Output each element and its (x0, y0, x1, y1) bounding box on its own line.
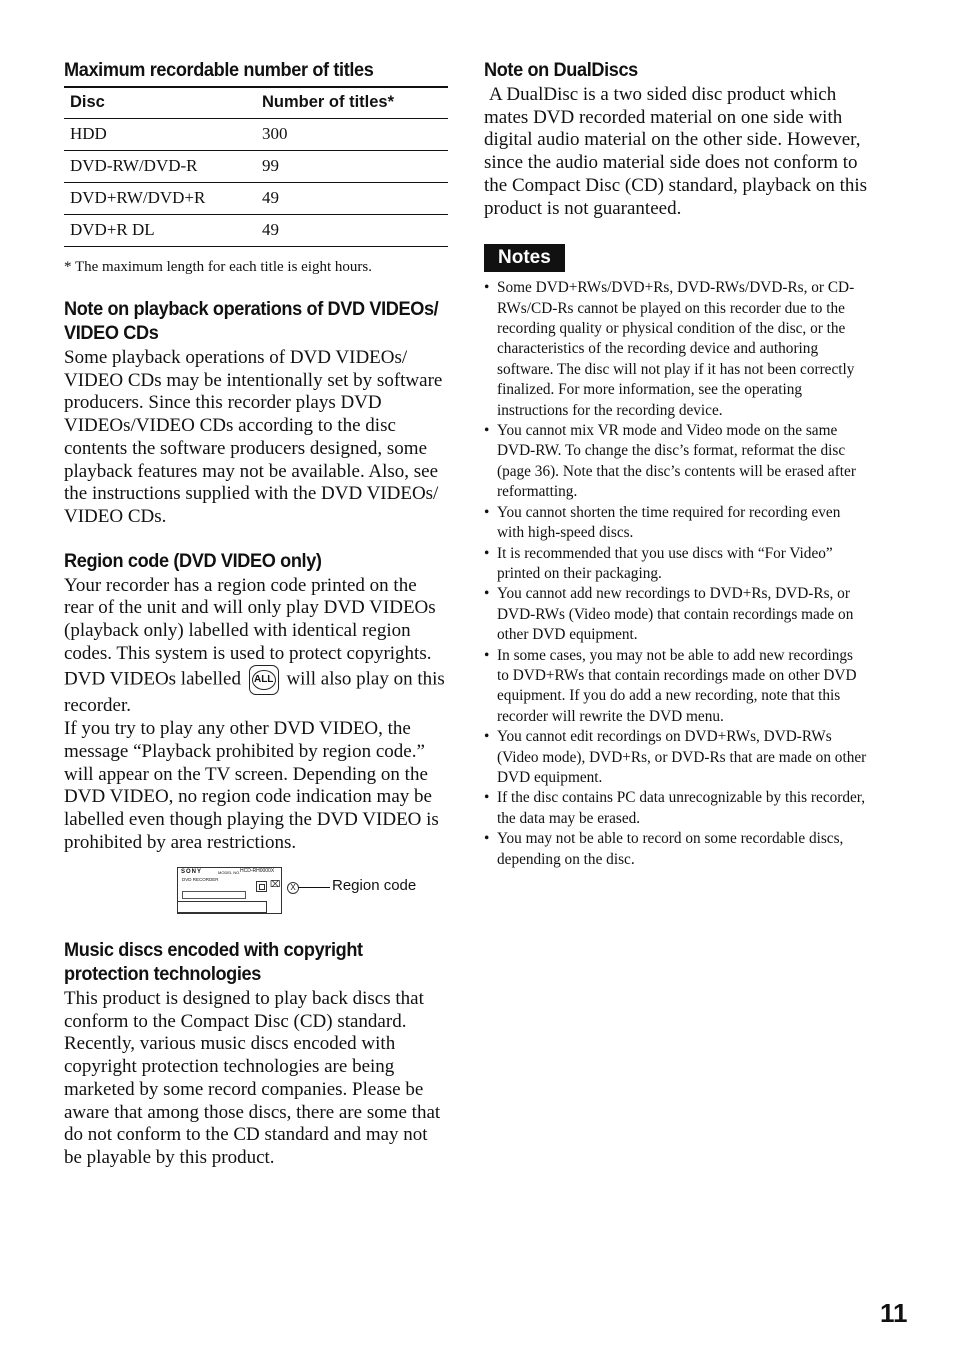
number-cell: 300 (256, 119, 448, 151)
playback-ops-heading: Note on playback operations of DVD VIDEOs/ VIDEO CDs (64, 298, 439, 344)
max-titles-table (64, 86, 448, 247)
music-discs-heading: Music discs encoded with copyright protection technologies (64, 939, 363, 985)
plate-serial-box (177, 901, 267, 913)
table-header-row (64, 87, 448, 119)
list-item: • It is recommended that you use discs with “For Video” printed on their packaging. (484, 544, 868, 585)
max-titles-heading: Maximum recordable number of titles (64, 59, 374, 81)
dualdiscs-text: A DualDisc is a two sided disc product which mates DVD recorded material on one side with digital audio material on the other side. However, since the audio material side does not conform to the Compact Disc (CD) standard, playback on this product is not guaranteed. (484, 84, 868, 219)
music-discs-section (64, 938, 448, 1170)
list-item: • You cannot mix VR mode and Video mode on the same DVD-RW. To change the disc’s format, reformat the disc (page 36). Note that the disc’s contents will be erased after reformatting. (484, 421, 868, 503)
notes-badge: Notes (484, 244, 565, 272)
table-row (64, 119, 448, 151)
region-code-callout: Region code (332, 877, 417, 894)
region-text-a: Your recorder has a region code printed on the rear of the unit and will only play DVD VIDEOs (playback only) labelled with identical region codes. This system is used to protect copyrights. DVD VIDEOs labelled (64, 574, 436, 690)
region-mark-icon: X (287, 882, 299, 894)
dualdiscs-heading: Note on DualDiscs (484, 59, 638, 81)
list-item: • You cannot edit recordings on DVD+RWs, DVD-RWs (Video mode), DVD+Rs, or DVD-Rs that are made on other DVD equipment. (484, 727, 868, 788)
region-text (64, 575, 448, 719)
plate-bin-icon: ⌧ (270, 879, 281, 889)
list-item: • If the disc contains PC data unrecognizable by this recorder, the data may be erased. (484, 788, 868, 829)
right-column (484, 58, 868, 870)
left-column (64, 58, 448, 854)
playback-ops-text: Some playback operations of DVD VIDEOs/ VIDEO CDs may be intentionally set by software producers. Since this recorder plays DVD VIDEOs/VIDEO CDs according to the disc contents the software producers designed, some playback features may not be available. Also, see the instructions supplied with the DVD VIDEOs/ VIDEO CDs. (64, 347, 443, 527)
region-code-plate (177, 867, 282, 914)
list-item: • Some DVD+RWs/DVD+Rs, DVD-RWs/DVD-Rs, or CD-RWs/CD-Rs cannot be played on this recorder due to the recording quality or physical condition of the disc, or the characteristics of the recording device and authoring software. The disc will not play if it has not been correctly finalized. For more information, see the operating instructions for the recording device. (484, 278, 868, 421)
list-item: • You cannot shorten the time required for recording even with high-speed discs. (484, 503, 868, 544)
disc-cell: DVD+RW/DVD+R (64, 183, 256, 215)
plate-brand: SONY (181, 869, 203, 875)
region-all-icon: ALL (249, 665, 279, 695)
disc-cell: DVD+R DL (64, 215, 256, 247)
music-discs-text: This product is designed to play back discs that conform to the Compact Disc (CD) standard. Recently, various music discs encoded with copyright protection technologies are being marketed by some record companies. Please be aware that among those discs, there are some that do not conform to the CD standard and may not be playable by this product. (64, 988, 441, 1168)
plate-product: DVD RECORDER (182, 877, 219, 882)
number-cell: 99 (256, 151, 448, 183)
plate-model: HCD-RH0000X (240, 868, 275, 874)
region-text-c: If you try to play any other DVD VIDEO, the message “Playback prohibited by region code.” will appear on the TV screen. Depending on the DVD VIDEO, no region code indication may be labelled even though playing the DVD VIDEO is prohibited by area restrictions. (64, 718, 439, 853)
disc-cell: DVD-RW/DVD-R (64, 151, 256, 183)
number-cell: 49 (256, 215, 448, 247)
table-footnote: * The maximum length for each title is eight hours. (64, 259, 372, 275)
page-number: 11 (880, 1298, 908, 1328)
col-disc-header: Disc (64, 87, 256, 119)
callout-line (298, 887, 330, 888)
table-row (64, 151, 448, 183)
notes-list (484, 278, 868, 870)
number-cell: 49 (256, 183, 448, 215)
region-heading: Region code (DVD VIDEO only) (64, 549, 322, 572)
plate-model-label: MODEL NO. (218, 870, 241, 875)
table-row (64, 183, 448, 215)
region-text-b: will also play on this recorder. (64, 668, 445, 717)
disc-cell: HDD (64, 119, 256, 151)
plate-square-icon (256, 881, 267, 892)
list-item: • You cannot add new recordings to DVD+Rs, DVD-Rs, or DVD-RWs (Video mode) that contain recordings made on other DVD equipment. (484, 584, 868, 645)
list-item: • You may not be able to record on some recordable discs, depending on the disc. (484, 829, 868, 870)
list-item: • In some cases, you may not be able to add new recordings to DVD+RWs that contain recordings made on other DVD equipment. If you do add a new recording, note that this recorder will rewrite the DVD menu. (484, 646, 868, 728)
table-row (64, 215, 448, 247)
col-number-header: Number of titles* (256, 87, 448, 119)
plate-barcode-box (182, 891, 246, 899)
notes-header (484, 244, 868, 272)
